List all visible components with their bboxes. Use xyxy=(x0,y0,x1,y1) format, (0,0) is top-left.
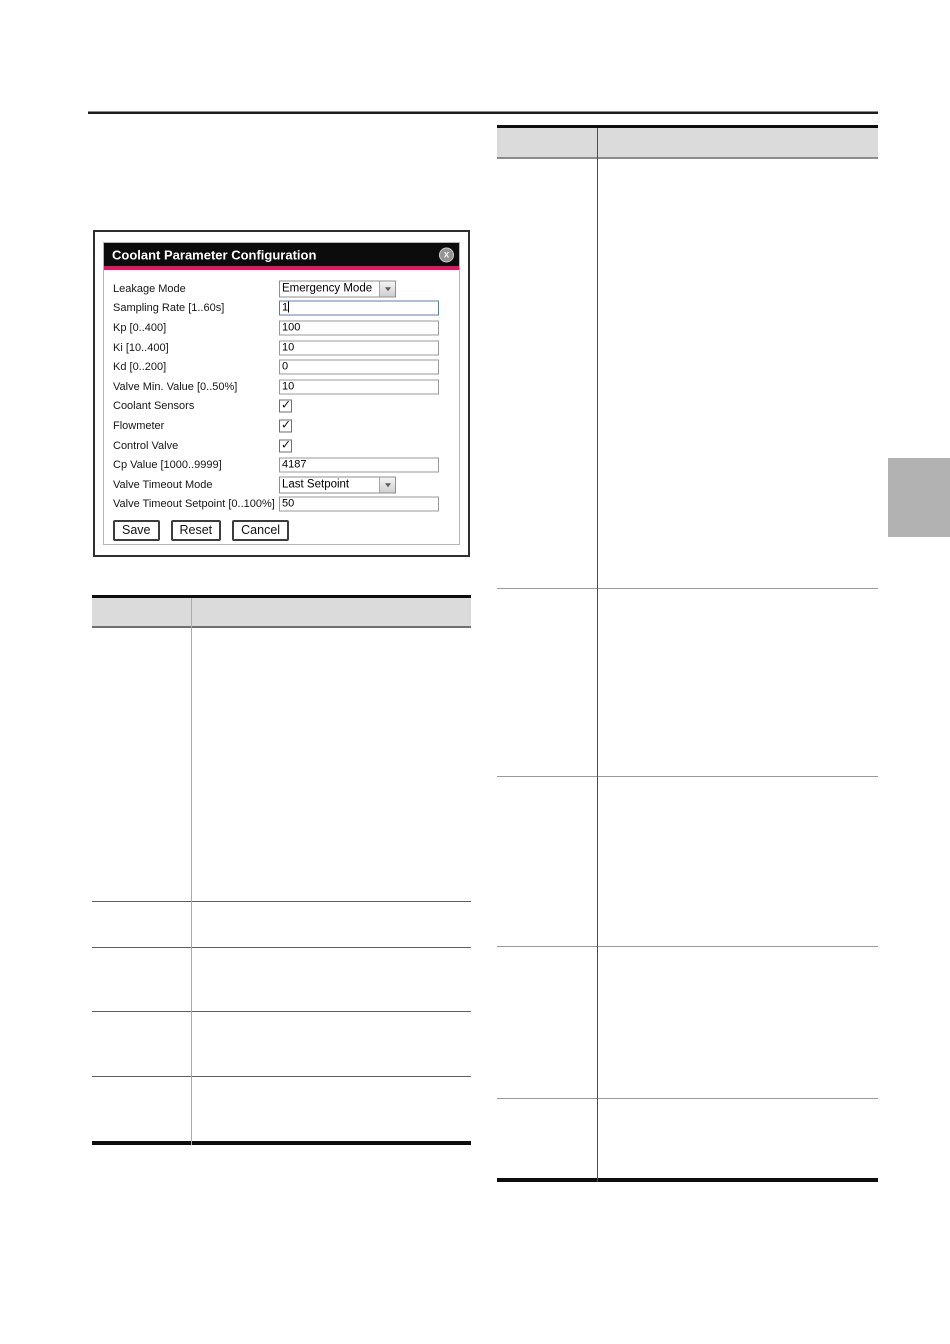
cancel-button[interactable]: Cancel xyxy=(232,520,289,541)
right-table xyxy=(497,125,878,1182)
coolant-sensors-label: Coolant Sensors xyxy=(113,400,195,413)
coolant-parameter-configuration-dialog xyxy=(103,242,460,545)
cp-value-label: Cp Value [1000..9999] xyxy=(113,459,222,472)
dialog-figure-frame xyxy=(93,230,470,557)
dialog-field-row xyxy=(113,338,451,358)
leakage-mode-label: Leakage Mode xyxy=(113,282,186,295)
right-table-column-divider xyxy=(597,128,598,1182)
table-row xyxy=(497,1099,878,1178)
dialog-field-row xyxy=(113,397,451,417)
chevron-down-icon xyxy=(385,484,391,488)
dialog-field-row xyxy=(113,495,451,515)
leakage-mode-select[interactable] xyxy=(279,280,396,297)
flowmeter-checkbox[interactable] xyxy=(279,419,292,432)
sampling-rate-label: Sampling Rate [1..60s] xyxy=(113,302,225,315)
page-top-rule xyxy=(88,111,878,114)
chevron-down-icon xyxy=(385,288,391,292)
page-edge-section-marker xyxy=(888,458,950,537)
ki-label: Ki [10..400] xyxy=(113,341,169,354)
table-row xyxy=(92,902,471,948)
dialog-field-row xyxy=(113,377,451,397)
dialog-field-row xyxy=(113,416,451,436)
kp-label: Kp [0..400] xyxy=(113,321,167,334)
valve-timeout-mode-label: Valve Timeout Mode xyxy=(113,478,213,491)
valve-timeout-mode-select[interactable] xyxy=(279,476,396,493)
left-table xyxy=(92,595,471,1145)
dialog-title: Coolant Parameter Configuration xyxy=(112,247,317,262)
valve-min-value-label: Valve Min. Value [0..50%] xyxy=(113,380,238,393)
dialog-field-row xyxy=(113,455,451,475)
left-table-header xyxy=(92,598,471,628)
sampling-rate-input[interactable]: 1 xyxy=(279,301,439,316)
table-row xyxy=(92,628,471,902)
dialog-button-row xyxy=(104,514,459,541)
dialog-field-row xyxy=(113,357,451,377)
save-button[interactable]: Save xyxy=(113,520,160,541)
text-caret xyxy=(288,302,289,313)
checkmark-icon: ✓ xyxy=(281,397,292,412)
table-row xyxy=(92,1012,471,1077)
dialog-field-row xyxy=(113,475,451,495)
control-valve-label: Control Valve xyxy=(113,439,179,452)
table-row xyxy=(497,159,878,589)
coolant-sensors-checkbox[interactable] xyxy=(279,397,292,413)
dialog-field-row xyxy=(113,299,451,319)
cp-value-input[interactable]: 4187 xyxy=(279,458,439,473)
leakage-mode-selected-value: Emergency Mode xyxy=(282,282,373,295)
kp-input[interactable]: 100 xyxy=(279,320,439,335)
dialog-field-row xyxy=(113,279,451,299)
kd-label: Kd [0..200] xyxy=(113,361,167,374)
flowmeter-label: Flowmeter xyxy=(113,419,165,432)
dialog-field-row xyxy=(113,318,451,338)
close-icon[interactable]: x xyxy=(439,247,454,262)
control-valve-checkbox[interactable] xyxy=(279,439,292,452)
kd-input[interactable]: 0 xyxy=(279,360,439,375)
left-table-column-divider xyxy=(191,598,192,1145)
dialog-form xyxy=(104,270,459,514)
valve-timeout-setpoint-label: Valve Timeout Setpoint [0..100%] xyxy=(113,498,275,511)
table-row xyxy=(92,948,471,1012)
reset-button[interactable]: Reset xyxy=(171,520,222,541)
dialog-field-row xyxy=(113,436,451,456)
checkmark-icon: ✓ xyxy=(281,417,292,432)
table-row xyxy=(497,777,878,947)
valve-timeout-mode-selected-value: Last Setpoint xyxy=(282,478,350,491)
dropdown-arrow-icon[interactable] xyxy=(379,281,395,296)
table-row xyxy=(92,1077,471,1141)
table-row xyxy=(497,589,878,777)
dialog-titlebar xyxy=(104,243,459,266)
checkmark-icon: ✓ xyxy=(281,437,292,452)
table-row xyxy=(497,947,878,1099)
right-table-header xyxy=(497,128,878,159)
valve-timeout-setpoint-input[interactable]: 50 xyxy=(279,497,439,512)
dropdown-arrow-icon[interactable] xyxy=(379,477,395,492)
valve-min-value-input[interactable]: 10 xyxy=(279,379,439,394)
ki-input[interactable]: 10 xyxy=(279,340,439,355)
